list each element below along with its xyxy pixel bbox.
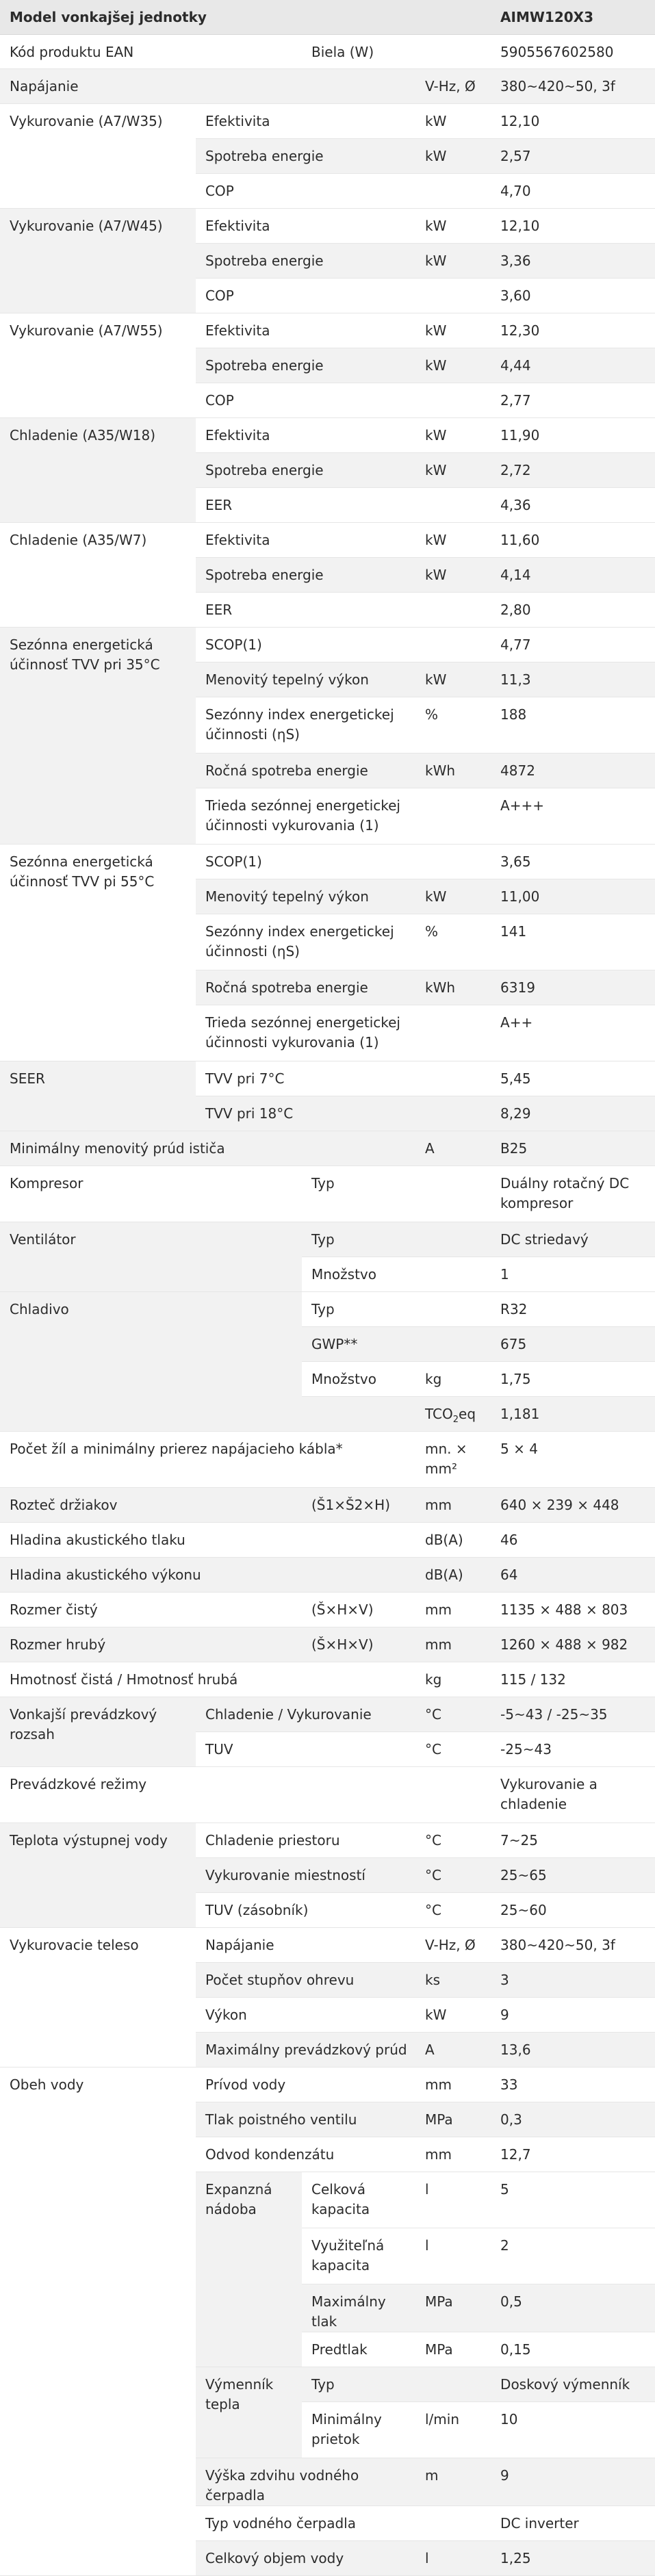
cooling-label: Chladenie (A35/W7) (0, 522, 196, 627)
power-supply-label: Napájanie (0, 68, 415, 103)
table-row (0, 2067, 655, 2102)
param-cell: EER (196, 592, 415, 627)
value-cell: A+++ (491, 788, 655, 844)
unit-cell: kW (415, 348, 491, 383)
value-cell: 2,77 (491, 383, 655, 417)
param-cell: Maximálny tlak (302, 2284, 415, 2332)
unit-cell: m (415, 2458, 491, 2506)
param-cell: Typ vodného čerpadla (196, 2506, 415, 2540)
value-cell: 5 (491, 2172, 655, 2228)
param-cell: Trieda sezónnej energetickej účinnosti vykurovania (1) (196, 1005, 415, 1061)
table-row (0, 1822, 655, 1857)
unit-cell: °C (415, 1731, 491, 1766)
unit-cell: % (415, 914, 491, 970)
sound-power-label: Hladina akustického výkonu (0, 1557, 415, 1592)
param-cell: Tlak poistného ventilu (196, 2102, 415, 2137)
unit-cell: kW (415, 1997, 491, 2032)
param-cell: TUV (196, 1731, 415, 1766)
unit-main: TCO (425, 1405, 453, 1422)
unit-cell: kW (415, 557, 491, 592)
power-supply-value: 380~420~50, 3f (491, 68, 655, 103)
param-cell: Vykurovanie miestností (196, 1857, 415, 1892)
unit-cell: °C (415, 1697, 491, 1731)
model-label: Model vonkajšej jednotky (0, 0, 491, 34)
value-cell: 2 (491, 2228, 655, 2284)
param-cell: TVV pri 7°C (196, 1061, 491, 1096)
unit-cell: ks (415, 1962, 491, 1997)
value-cell: 11,90 (491, 417, 655, 452)
unit-cell (415, 1326, 491, 1361)
value-cell: 7~25 (491, 1822, 655, 1857)
value-cell: 5 × 4 (491, 1431, 655, 1487)
value-cell: 188 (491, 697, 655, 753)
sound-pressure-row (0, 1522, 655, 1557)
value-cell: B25 (491, 1131, 655, 1165)
ean-row (0, 34, 655, 68)
param-cell: COP (196, 383, 415, 417)
value-cell: 9 (491, 1997, 655, 2032)
unit-cell: A (415, 1131, 491, 1165)
mount-label: Rozteč držiakov (0, 1487, 302, 1522)
value-cell: -5~43 / -25~35 (491, 1697, 655, 1731)
unit-cell (415, 592, 491, 627)
heating-label: Vykurovanie (A7/W45) (0, 208, 196, 313)
unit-cell: kg (415, 1361, 491, 1396)
unit-cell: mm (415, 1487, 491, 1522)
param-cell: Celkový objem vody (196, 2540, 415, 2575)
value-cell: 11,3 (491, 662, 655, 697)
param-cell: Typ (302, 2367, 415, 2401)
ean-label: Kód produktu EAN (0, 34, 302, 68)
value-cell: 64 (491, 1557, 655, 1592)
value-cell: 115 / 132 (491, 1662, 655, 1697)
sound-power-row (0, 1557, 655, 1592)
param-cell: Spotreba energie (196, 243, 415, 278)
value-cell: 1,25 (491, 2540, 655, 2575)
value-cell: 3,65 (491, 844, 655, 879)
param-cell: Odvod kondenzátu (196, 2137, 415, 2172)
param-cell: Chladenie / Vykurovanie (196, 1697, 415, 1731)
param-cell: Spotreba energie (196, 557, 415, 592)
value-cell: 380~420~50, 3f (491, 1927, 655, 1962)
value-cell: 1260 × 488 × 982 (491, 1627, 655, 1662)
unit-cell: mm (415, 1627, 491, 1662)
param-cell: TVV pri 18°C (196, 1096, 491, 1131)
value-cell: 675 (491, 1326, 655, 1361)
exchanger-label: Výmenník tepla (196, 2367, 302, 2458)
breaker-row (0, 1131, 655, 1165)
modes-label: Prevádzkové režimy (0, 1766, 491, 1822)
unit-cell: °C (415, 1857, 491, 1892)
unit-cell: mn. × mm² (415, 1431, 491, 1487)
unit-cell: kW (415, 417, 491, 452)
unit-cell: mm (415, 2067, 491, 2102)
param-cell: Počet stupňov ohrevu (196, 1962, 415, 1997)
unit-cell: °C (415, 1822, 491, 1857)
unit-cell: l (415, 2228, 491, 2284)
unit-cell: kW (415, 138, 491, 173)
param-cell: Minimálny prietok (302, 2401, 415, 2458)
param-cell: Výkon (196, 1997, 415, 2032)
param-cell: EER (196, 487, 415, 522)
mount-sub: (Š1×Š2×H) (302, 1487, 415, 1522)
table-row (0, 313, 655, 348)
value-cell: -25~43 (491, 1731, 655, 1766)
heating-label: Vykurovanie (A7/W55) (0, 313, 196, 417)
unit-cell (415, 2367, 491, 2401)
param-cell: Ročná spotreba energie (196, 970, 415, 1005)
param-cell: Spotreba energie (196, 348, 415, 383)
outlet-temp-label: Teplota výstupnej vody (0, 1822, 196, 1927)
unit-cell: l (415, 2540, 491, 2575)
value-cell: 2,57 (491, 138, 655, 173)
value-cell: 33 (491, 2067, 655, 2102)
unit-cell: l/min (415, 2401, 491, 2458)
unit-cell: kW (415, 103, 491, 138)
param-cell: Predtlak (302, 2332, 415, 2367)
tank-label: Expanzná nádoba (196, 2172, 302, 2367)
unit-cell: MPa (415, 2332, 491, 2367)
dim-gross-row (0, 1627, 655, 1662)
unit-cell: kW (415, 522, 491, 557)
unit-cell (415, 844, 491, 879)
param-cell: Efektivita (196, 522, 415, 557)
param-cell: Efektivita (196, 417, 415, 452)
param-cell: Efektivita (196, 103, 415, 138)
ean-value: 5905567602580 (491, 34, 655, 68)
header-row (0, 0, 655, 34)
value-cell: 1135 × 488 × 803 (491, 1592, 655, 1627)
unit-cell (415, 383, 491, 417)
value-cell: 0,3 (491, 2102, 655, 2137)
value-cell: 25~65 (491, 1857, 655, 1892)
unit-cell (415, 1291, 491, 1326)
unit-cell: mm (415, 1592, 491, 1627)
unit-cell (415, 2506, 491, 2540)
unit-cell: MPa (415, 2102, 491, 2137)
unit-cell (415, 278, 491, 313)
value-cell: 6319 (491, 970, 655, 1005)
unit-cell: kg (415, 1662, 491, 1697)
value-cell: Vykurovanie a chladenie (491, 1766, 655, 1822)
value-cell: 1,181 (491, 1396, 655, 1431)
unit-cell: kW (415, 243, 491, 278)
table-row (0, 1291, 655, 1326)
value-cell: 25~60 (491, 1892, 655, 1927)
cable-label: Počet žíl a minimálny prierez napájacieho kábla* (0, 1431, 415, 1487)
param-cell: Výška zdvihu vodného čerpadla (196, 2458, 415, 2506)
value-cell: 11,00 (491, 879, 655, 914)
seasonal-label: Sezónna energetická účinnosť TVV pi 55°C (0, 844, 196, 1061)
table-row (0, 208, 655, 243)
value-cell: 3,60 (491, 278, 655, 313)
unit-cell: mm (415, 2137, 491, 2172)
value-cell: 4,70 (491, 173, 655, 208)
heater-label: Vykurovacie teleso (0, 1927, 196, 2067)
value-cell: 12,30 (491, 313, 655, 348)
value-cell: 4,36 (491, 487, 655, 522)
param-cell: Prívod vody (196, 2067, 415, 2102)
table-row (0, 1222, 655, 1257)
value-cell: A++ (491, 1005, 655, 1061)
param-cell: Typ (302, 1165, 491, 1222)
param-cell: Sezónny index energetickej účinnosti (ηS) (196, 914, 415, 970)
param-cell: Ročná spotreba energie (196, 753, 415, 788)
param-cell: Menovitý tepelný výkon (196, 662, 415, 697)
param-cell: Množstvo (302, 1257, 491, 1291)
param-cell: TUV (zásobník) (196, 1892, 415, 1927)
value-cell: 4,44 (491, 348, 655, 383)
value-cell: 2,72 (491, 452, 655, 487)
unit-cell: A (415, 2032, 491, 2067)
param-cell: Napájanie (196, 1927, 415, 1962)
value-cell: DC striedavý (491, 1222, 655, 1257)
model-value: AIMW120X3 (491, 0, 655, 34)
param-cell: Maximálny prevádzkový prúd (196, 2032, 415, 2067)
unit-cell (415, 487, 491, 522)
unit-cell (415, 1396, 491, 1431)
unit-subscript: 2 (452, 1414, 459, 1425)
param-cell: SCOP(1) (196, 844, 415, 879)
param-cell: SCOP(1) (196, 627, 415, 662)
table-row (0, 522, 655, 557)
unit-cell: l (415, 2172, 491, 2228)
param-cell: Využiteľná kapacita (302, 2228, 415, 2284)
dim-gross-sub: (Š×H×V) (302, 1627, 415, 1662)
table-row (0, 103, 655, 138)
table-row (0, 417, 655, 452)
param-cell: Typ (302, 1222, 491, 1257)
value-cell: 3 (491, 1962, 655, 1997)
unit-cell: kW (415, 662, 491, 697)
breaker-label: Minimálny menovitý prúd ističa (0, 1131, 415, 1165)
value-cell: 9 (491, 2458, 655, 2506)
unit-cell: kWh (415, 753, 491, 788)
value-cell: 0,15 (491, 2332, 655, 2367)
value-cell: 0,5 (491, 2284, 655, 2332)
value-cell: DC inverter (491, 2506, 655, 2540)
ean-sub: Biela (W) (302, 34, 491, 68)
param-cell: Menovitý tepelný výkon (196, 879, 415, 914)
compressor-label: Kompresor (0, 1165, 302, 1222)
cooling-label: Chladenie (A35/W18) (0, 417, 196, 522)
param-cell: Spotreba energie (196, 138, 415, 173)
value-cell: 640 × 239 × 448 (491, 1487, 655, 1522)
param-cell: Chladenie priestoru (196, 1822, 415, 1857)
modes-row (0, 1766, 655, 1822)
table-row (0, 1061, 655, 1096)
table-row (0, 1697, 655, 1731)
seasonal-label: Sezónna energetická účinnosť TVV pri 35°C (0, 627, 196, 844)
value-cell: 4,14 (491, 557, 655, 592)
param-cell: Efektivita (196, 313, 415, 348)
unit-cell: kW (415, 879, 491, 914)
sound-pressure-label: Hladina akustického tlaku (0, 1522, 415, 1557)
unit-cell: kW (415, 208, 491, 243)
weight-row (0, 1662, 655, 1697)
table-row (0, 844, 655, 879)
power-supply-row (0, 68, 655, 103)
unit-cell: % (415, 697, 491, 753)
seer-label: SEER (0, 1061, 196, 1131)
table-row (0, 1927, 655, 1962)
water-label: Obeh vody (0, 2067, 196, 2575)
param-cell: COP (196, 278, 415, 313)
unit-cell (415, 627, 491, 662)
param-cell: GWP** (302, 1326, 415, 1361)
value-cell: 12,10 (491, 208, 655, 243)
unit-cell (415, 173, 491, 208)
op-range-label: Vonkajší prevádzkový rozsah (0, 1697, 196, 1766)
power-supply-unit: V-Hz, Ø (415, 68, 491, 103)
fan-label: Ventilátor (0, 1222, 302, 1291)
unit-cell: °C (415, 1892, 491, 1927)
compressor-row (0, 1165, 655, 1222)
value-cell: Duálny rotačný DC kompresor (491, 1165, 655, 1222)
weight-label: Hmotnosť čistá / Hmotnosť hrubá (0, 1662, 415, 1697)
value-cell: 2,80 (491, 592, 655, 627)
param-cell: Efektivita (196, 208, 415, 243)
value-cell: 4,77 (491, 627, 655, 662)
unit-cell: dB(A) (415, 1522, 491, 1557)
unit-cell: kW (415, 313, 491, 348)
value-cell: 1,75 (491, 1361, 655, 1396)
unit-cell: kWh (415, 970, 491, 1005)
value-cell: 11,60 (491, 522, 655, 557)
value-cell: Doskový výmenník (491, 2367, 655, 2401)
param-cell: Typ (302, 1291, 415, 1326)
unit-cell (415, 788, 491, 844)
dim-gross-label: Rozmer hrubý (0, 1627, 302, 1662)
unit-cell: MPa (415, 2284, 491, 2332)
value-cell: 4872 (491, 753, 655, 788)
table-row (0, 627, 655, 662)
unit-cell: kW (415, 452, 491, 487)
value-cell: 1 (491, 1257, 655, 1291)
value-cell: 5,45 (491, 1061, 655, 1096)
value-cell: 10 (491, 2401, 655, 2458)
value-cell: 3,36 (491, 243, 655, 278)
mount-row (0, 1487, 655, 1522)
value-cell: 8,29 (491, 1096, 655, 1131)
unit-tail: eq (459, 1405, 476, 1422)
param-cell: Sezónny index energetickej účinnosti (ηS) (196, 697, 415, 753)
unit-cell: dB(A) (415, 1557, 491, 1592)
dim-net-sub: (Š×H×V) (302, 1592, 415, 1627)
value-cell: 141 (491, 914, 655, 970)
cable-row (0, 1431, 655, 1487)
value-cell: 12,7 (491, 2137, 655, 2172)
param-cell: Množstvo (302, 1361, 415, 1396)
param-cell: Spotreba energie (196, 452, 415, 487)
value-cell: R32 (491, 1291, 655, 1326)
value-cell: 46 (491, 1522, 655, 1557)
param-cell: Trieda sezónnej energetickej účinnosti vykurovania (1) (196, 788, 415, 844)
value-cell: 13,6 (491, 2032, 655, 2067)
dim-net-label: Rozmer čistý (0, 1592, 302, 1627)
param-cell (302, 1396, 415, 1431)
param-cell: Celková kapacita (302, 2172, 415, 2228)
dim-net-row (0, 1592, 655, 1627)
unit-cell (415, 1005, 491, 1061)
value-cell: 12,10 (491, 103, 655, 138)
unit-cell: V-Hz, Ø (415, 1927, 491, 1962)
heating-label: Vykurovanie (A7/W35) (0, 103, 196, 208)
refrigerant-label: Chladivo (0, 1291, 302, 1431)
param-cell: COP (196, 173, 415, 208)
